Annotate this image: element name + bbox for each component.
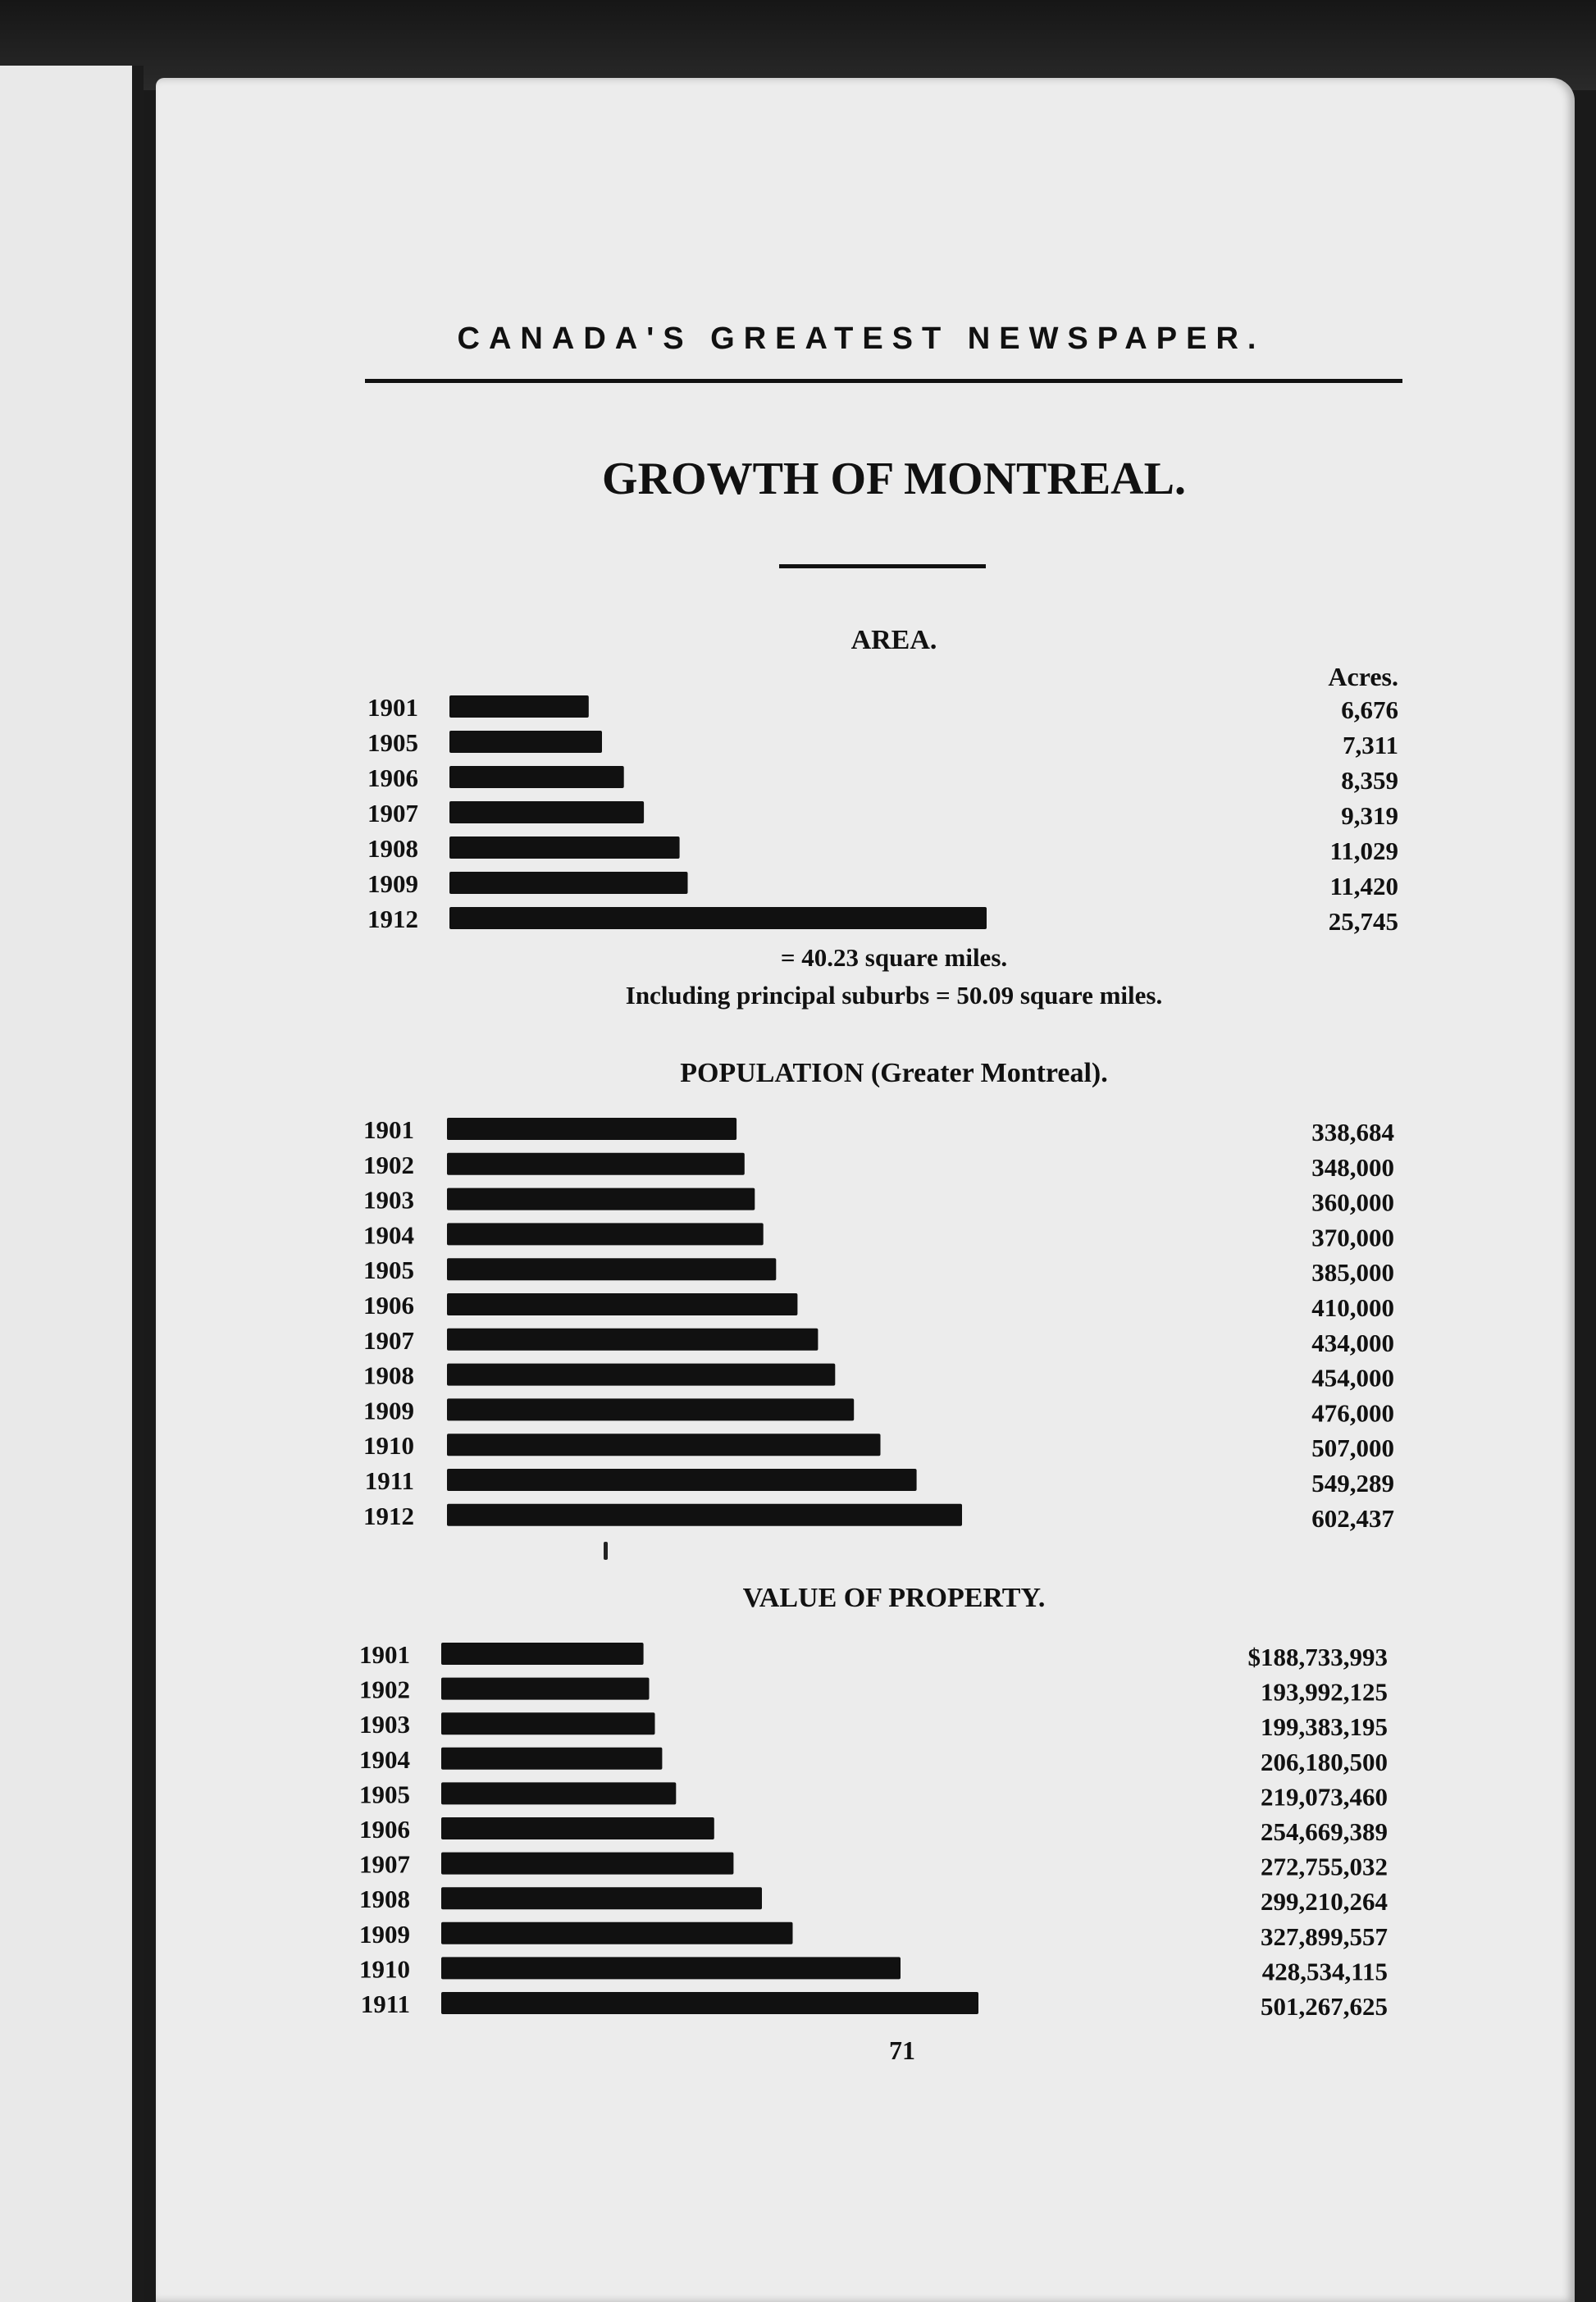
property-bar bbox=[441, 1817, 714, 1839]
property-value-label: $188,733,993 bbox=[1247, 1643, 1388, 1671]
population-year-label: 1907 bbox=[363, 1325, 414, 1355]
area-bar bbox=[449, 695, 589, 718]
property-bar bbox=[441, 1782, 676, 1804]
property-value-label: 219,073,460 bbox=[1261, 1782, 1388, 1812]
population-bar bbox=[447, 1153, 745, 1175]
population-value-label: 370,000 bbox=[1311, 1223, 1394, 1252]
area-bar bbox=[449, 801, 644, 823]
area-year-label: 1912 bbox=[367, 905, 418, 933]
area-year-label: 1906 bbox=[367, 764, 418, 792]
area-value-label: 9,319 bbox=[1341, 801, 1398, 830]
page-number: 71 bbox=[889, 2035, 915, 2065]
property-year-label: 1909 bbox=[359, 1919, 410, 1949]
property-value-label: 428,534,115 bbox=[1261, 1957, 1388, 1986]
property-year-label: 1904 bbox=[359, 1744, 410, 1774]
area-value-label: 25,745 bbox=[1328, 907, 1398, 936]
population-bar bbox=[447, 1118, 736, 1140]
population-year-label: 1912 bbox=[363, 1501, 414, 1530]
population-value-label: 434,000 bbox=[1311, 1328, 1394, 1357]
property-value-label: 199,383,195 bbox=[1261, 1712, 1388, 1742]
property-year-label: 1906 bbox=[359, 1815, 410, 1844]
area-year-label: 1901 bbox=[367, 693, 418, 722]
population-year-label: 1906 bbox=[363, 1291, 414, 1320]
property-year-label: 1907 bbox=[359, 1849, 410, 1879]
population-bar bbox=[447, 1258, 776, 1280]
running-head: CANADA'S GREATEST NEWSPAPER. bbox=[457, 321, 1265, 356]
property-year-label: 1908 bbox=[359, 1885, 410, 1914]
property-bar bbox=[441, 1678, 650, 1700]
population-year-label: 1911 bbox=[364, 1466, 414, 1495]
area-bar bbox=[449, 872, 688, 894]
population-year-label: 1901 bbox=[363, 1115, 414, 1144]
property-value-label: 206,180,500 bbox=[1261, 1747, 1388, 1776]
page-title: GROWTH OF MONTREAL. bbox=[602, 454, 1186, 504]
area-value-label: 11,420 bbox=[1329, 872, 1398, 900]
population-value-label: 507,000 bbox=[1311, 1434, 1394, 1463]
property-year-label: 1903 bbox=[359, 1710, 410, 1739]
property-year-label: 1910 bbox=[359, 1954, 410, 1984]
area-note-sq-miles: = 40.23 square miles. bbox=[780, 943, 1008, 972]
population-value-label: 360,000 bbox=[1311, 1187, 1394, 1217]
property-bar bbox=[441, 1922, 793, 1944]
population-year-label: 1910 bbox=[363, 1431, 414, 1461]
population-bar bbox=[447, 1329, 818, 1351]
population-year-label: 1902 bbox=[363, 1150, 414, 1179]
area-year-label: 1908 bbox=[367, 834, 418, 863]
area-year-label: 1905 bbox=[367, 728, 418, 757]
property-year-label: 1901 bbox=[359, 1640, 410, 1669]
ink-blot bbox=[604, 1542, 608, 1560]
area-bar bbox=[449, 836, 680, 859]
population-value-label: 410,000 bbox=[1311, 1293, 1394, 1322]
area-bar bbox=[449, 731, 602, 753]
population-value-label: 385,000 bbox=[1311, 1258, 1394, 1288]
property-value-label: 327,899,557 bbox=[1261, 1921, 1388, 1951]
property-value-label: 299,210,264 bbox=[1261, 1887, 1388, 1917]
property-value-label: 272,755,032 bbox=[1261, 1852, 1388, 1881]
population-bar bbox=[447, 1364, 835, 1386]
property-bar bbox=[441, 1643, 644, 1665]
property-year-label: 1905 bbox=[359, 1780, 410, 1809]
property-chart-title: VALUE OF PROPERTY. bbox=[742, 1583, 1046, 1613]
property-value-label: 501,267,625 bbox=[1261, 1992, 1388, 2021]
population-bar bbox=[447, 1504, 962, 1526]
property-bar bbox=[441, 1853, 733, 1875]
property-year-label: 1911 bbox=[360, 1990, 410, 2018]
population-bar bbox=[447, 1469, 917, 1491]
area-value-label: 6,676 bbox=[1341, 695, 1398, 724]
area-value-label: 11,029 bbox=[1329, 836, 1398, 865]
property-bar bbox=[441, 1887, 762, 1909]
area-year-label: 1909 bbox=[367, 869, 418, 898]
area-value-label: 8,359 bbox=[1341, 766, 1398, 795]
population-bar bbox=[447, 1293, 797, 1315]
population-bar bbox=[447, 1223, 764, 1245]
population-year-label: 1909 bbox=[363, 1396, 414, 1425]
area-value-label: 7,311 bbox=[1342, 731, 1398, 759]
population-year-label: 1903 bbox=[363, 1185, 414, 1215]
population-value-label: 549,289 bbox=[1311, 1469, 1394, 1497]
property-value-label: 193,992,125 bbox=[1261, 1677, 1388, 1707]
population-year-label: 1904 bbox=[363, 1220, 414, 1250]
property-bar bbox=[441, 1957, 901, 1979]
property-bar bbox=[441, 1748, 662, 1770]
population-year-label: 1908 bbox=[363, 1361, 414, 1390]
area-note-suburbs: Including principal suburbs = 50.09 square miles. bbox=[625, 981, 1163, 1010]
population-value-label: 454,000 bbox=[1311, 1363, 1394, 1393]
area-year-label: 1907 bbox=[367, 799, 418, 827]
area-bar bbox=[449, 766, 624, 788]
population-bar bbox=[447, 1188, 755, 1210]
area-bar bbox=[449, 907, 987, 929]
population-value-label: 476,000 bbox=[1311, 1398, 1394, 1428]
population-chart-title: POPULATION (Greater Montreal). bbox=[680, 1058, 1108, 1088]
area-chart-title: AREA. bbox=[850, 625, 937, 655]
population-value-label: 348,000 bbox=[1311, 1152, 1394, 1182]
population-year-label: 1905 bbox=[363, 1256, 414, 1285]
population-bar bbox=[447, 1398, 854, 1420]
property-bar bbox=[441, 1992, 978, 2014]
property-year-label: 1902 bbox=[359, 1675, 410, 1704]
population-bar bbox=[447, 1434, 881, 1456]
area-unit-label: Acres. bbox=[1328, 662, 1398, 691]
property-bar bbox=[441, 1712, 655, 1734]
population-value-label: 338,684 bbox=[1311, 1118, 1394, 1146]
population-value-label: 602,437 bbox=[1311, 1503, 1394, 1533]
property-value-label: 254,669,389 bbox=[1261, 1817, 1388, 1846]
